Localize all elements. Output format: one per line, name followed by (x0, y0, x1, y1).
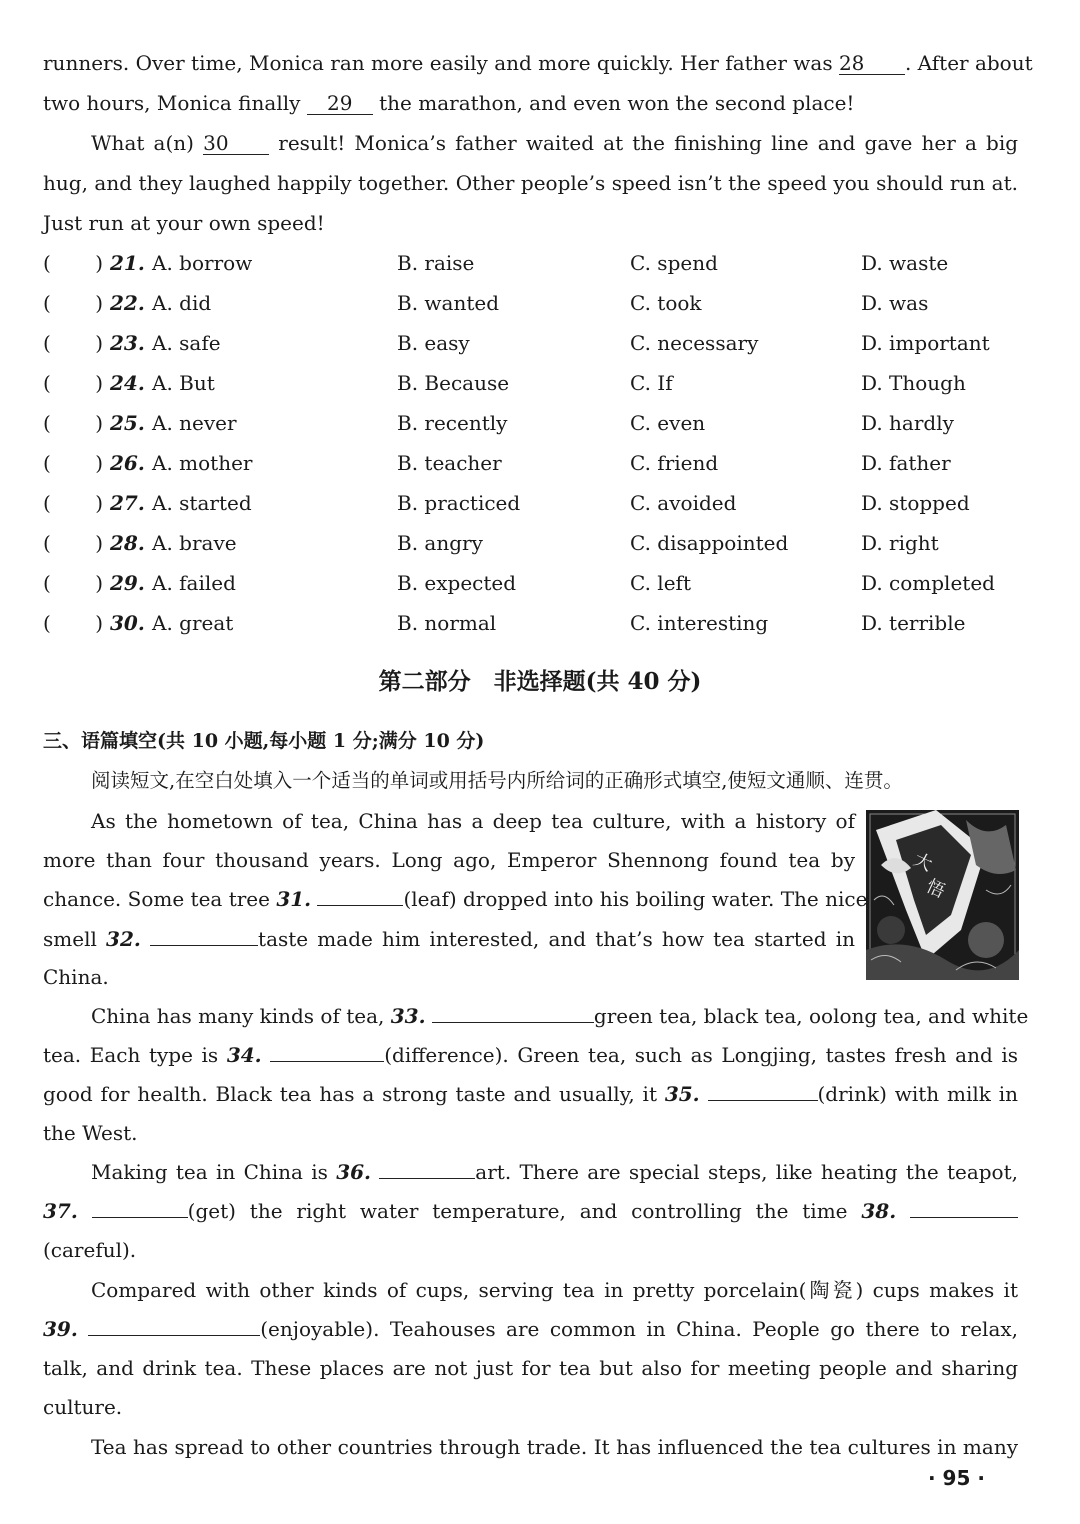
answer-blank-33[interactable] (432, 1022, 594, 1023)
passage2-line-9 (43, 1119, 1018, 1147)
passage-text: . After about (904, 51, 1033, 75)
answer-bracket[interactable]: ( ) (43, 291, 104, 315)
question-number: 21. (110, 251, 145, 275)
passage2-line-8 (43, 1080, 1018, 1108)
passage-text: China has many kinds of tea, (91, 1004, 385, 1028)
passage-text: good for health. Black tea has a strong taste and usually, it (43, 1082, 657, 1106)
passage-text: the West. (43, 1121, 138, 1145)
option-d[interactable]: D. was (861, 291, 929, 315)
option-a[interactable]: A. failed (152, 571, 236, 595)
passage-text: (drink) with milk in (817, 1082, 1019, 1106)
passage-text: As the hometown of tea, China has a deep tea culture, with a history of (91, 809, 855, 833)
passage-text: green tea, black tea, oolong tea, and white (593, 1004, 1029, 1028)
passage-text: hug, and they laughed happily together. Other people’s speed isn’t the speed you should run at. (43, 171, 1018, 195)
question-number: 22. (110, 291, 145, 315)
option-b[interactable]: B. normal (397, 611, 497, 635)
option-d[interactable]: D. important (861, 331, 990, 355)
passage2-line-2 (43, 846, 855, 874)
tea-illustration-image (866, 810, 1019, 980)
passage2-line-15 (43, 1354, 1018, 1382)
option-c[interactable]: C. disappointed (630, 531, 789, 555)
passage-text: tea. Each type is (43, 1043, 219, 1067)
answer-blank-36[interactable] (379, 1178, 475, 1179)
answer-blank-39[interactable] (88, 1335, 260, 1336)
passage1-line-3 (91, 129, 1018, 157)
option-b[interactable]: B. practiced (397, 491, 521, 515)
option-d[interactable]: D. stopped (861, 491, 970, 515)
option-c[interactable]: C. took (630, 291, 702, 315)
answer-bracket[interactable]: ( ) (43, 571, 104, 595)
section3-title: 三、语篇填空(共 10 小题,每小题 1 分;满分 10 分) (43, 730, 485, 752)
option-d[interactable]: D. terrible (861, 611, 966, 635)
passage2-line-12 (43, 1236, 1018, 1264)
passage-text: result! Monica’s father waited at the finishing line and gave her a big (278, 131, 1019, 155)
passage2-line-1 (91, 807, 855, 835)
passage-text: (careful). (43, 1238, 137, 1262)
part2-heading: 第二部分 非选择题(共 40 分) (378, 668, 702, 695)
option-b[interactable]: B. raise (397, 251, 475, 275)
option-d[interactable]: D. waste (861, 251, 949, 275)
question-number: 24. (110, 371, 145, 395)
option-a[interactable]: A. did (152, 291, 212, 315)
question-number-32: 32. (106, 927, 141, 951)
passage-text: Making tea in China is (91, 1160, 328, 1184)
answer-bracket[interactable]: ( ) (43, 371, 104, 395)
option-d[interactable]: D. right (861, 531, 939, 555)
option-c[interactable]: C. If (630, 371, 673, 395)
option-d[interactable]: D. father (861, 451, 951, 475)
question-number-39: 39. (43, 1317, 78, 1341)
option-b[interactable]: B. expected (397, 571, 517, 595)
passage-text: (get) the right water temperature, and controlling the time (187, 1199, 848, 1223)
option-a[interactable]: A. safe (152, 331, 221, 355)
question-number: 23. (110, 331, 145, 355)
passage2-line-4 (43, 925, 855, 953)
passage-text: chance. Some tea tree (43, 887, 270, 911)
section3-instruction: 阅读短文,在空白处填入一个适当的单词或用括号内所给词的正确形式填空,使短文通顺、连贯。 (91, 769, 903, 792)
passage-text: art. There are special steps, like heating the teapot, (475, 1160, 1018, 1184)
passage-text: What a(n) (91, 131, 194, 155)
passage1-line-1 (43, 49, 1033, 77)
answer-bracket[interactable]: ( ) (43, 411, 104, 435)
option-a[interactable]: A. borrow (152, 251, 253, 275)
passage-text: Compared with other kinds of cups, serving tea in pretty porcelain(陶瓷) cups makes it (91, 1278, 1018, 1302)
option-c[interactable]: C. necessary (630, 331, 759, 355)
option-b[interactable]: B. teacher (397, 451, 502, 475)
question-number-31: 31. (276, 887, 312, 911)
passage2-line-16 (43, 1393, 1018, 1421)
passage-text: (difference). Green tea, such as Longjing, tastes fresh and is (384, 1043, 1019, 1067)
passage1-line-2 (43, 89, 1018, 117)
option-a[interactable]: A. brave (152, 531, 237, 555)
passage1-line-4 (43, 169, 1018, 197)
answer-blank-29[interactable]: 29 (307, 92, 373, 115)
answer-bracket[interactable]: ( ) (43, 611, 104, 635)
option-a[interactable]: A. mother (152, 451, 253, 475)
passage-text: China. (43, 965, 109, 989)
answer-blank-31[interactable] (317, 905, 403, 906)
answer-bracket[interactable]: ( ) (43, 331, 104, 355)
question-number: 29. (110, 571, 145, 595)
answer-blank-28[interactable]: 28 (839, 52, 905, 75)
option-b[interactable]: B. wanted (397, 291, 500, 315)
svg-text:悟: 悟 (922, 875, 948, 903)
answer-blank-38[interactable] (910, 1217, 1018, 1218)
option-c[interactable]: C. spend (630, 251, 718, 275)
passage-text: (enjoyable). Teahouses are common in China. People go there to relax, (260, 1317, 1018, 1341)
option-b[interactable]: B. Because (397, 371, 510, 395)
option-b[interactable]: B. angry (397, 531, 483, 555)
passage2-line-14 (43, 1315, 1018, 1343)
page-number: · 95 · (928, 1466, 985, 1490)
passage-text: (leaf) dropped into his boiling water. The nice (403, 887, 868, 911)
question-number-38: 38. (861, 1199, 897, 1223)
question-number: 26. (110, 451, 145, 475)
answer-blank-37[interactable] (92, 1217, 188, 1218)
passage-text: Just run at your own speed! (43, 211, 325, 235)
passage2-line-3 (43, 885, 868, 913)
question-number-35: 35. (664, 1082, 700, 1106)
passage2-line-11 (43, 1197, 1018, 1225)
passage2-line-6 (91, 1002, 1029, 1030)
passage2-line-10 (91, 1158, 1018, 1186)
option-c[interactable]: C. interesting (630, 611, 769, 635)
passage2-line-7 (43, 1041, 1018, 1069)
answer-blank-32[interactable] (150, 945, 258, 946)
question-number-34: 34. (226, 1043, 262, 1067)
passage-text: more than four thousand years. Long ago, Emperor Shennong found tea by (43, 848, 855, 872)
passage1-line-5 (43, 209, 1018, 237)
passage-text: taste made him interested, and that’s how tea started in (258, 927, 856, 951)
option-d[interactable]: D. completed (861, 571, 995, 595)
option-a[interactable]: A. great (152, 611, 234, 635)
answer-blank-34[interactable] (270, 1061, 384, 1062)
passage-text: talk, and drink tea. These places are not just for tea but also for meeting people and sharing (43, 1356, 1018, 1380)
question-number-37: 37. (43, 1199, 78, 1223)
passage-text: culture. (43, 1395, 123, 1419)
svg-text:大: 大 (910, 849, 936, 876)
option-c[interactable]: C. avoided (630, 491, 737, 515)
passage-text: Tea has spread to other countries through trade. It has influenced the tea cultures in many (91, 1435, 1018, 1459)
question-number: 25. (110, 411, 145, 435)
question-number: 27. (110, 491, 145, 515)
tea-woodcut-icon (866, 810, 1019, 980)
question-number-36: 36. (336, 1160, 371, 1184)
question-number-33: 33. (390, 1004, 426, 1028)
option-a[interactable]: A. never (152, 411, 237, 435)
passage-text: runners. Over time, Monica ran more easily and more quickly. Her father was (43, 51, 833, 75)
option-c[interactable]: C. friend (630, 451, 719, 475)
option-c[interactable]: C. left (630, 571, 691, 595)
question-number: 30. (110, 611, 145, 635)
passage2-line-5 (43, 963, 1018, 991)
answer-bracket[interactable]: ( ) (43, 251, 104, 275)
question-number: 28. (110, 531, 145, 555)
answer-blank-35[interactable] (708, 1100, 818, 1101)
option-a[interactable]: A. started (152, 491, 252, 515)
answer-bracket[interactable]: ( ) (43, 451, 104, 475)
answer-blank-30[interactable]: 30 (203, 132, 269, 155)
passage2-line-17 (91, 1433, 1018, 1461)
option-d[interactable]: D. Though (861, 371, 966, 395)
answer-bracket[interactable]: ( ) (43, 531, 104, 555)
option-b[interactable]: B. recently (397, 411, 508, 435)
passage2-line-13 (91, 1276, 1018, 1304)
answer-bracket[interactable]: ( ) (43, 491, 104, 515)
option-b[interactable]: B. easy (397, 331, 470, 355)
passage-text: the marathon, and even won the second place! (379, 91, 855, 115)
passage-text: smell (43, 927, 97, 951)
option-a[interactable]: A. But (152, 371, 215, 395)
option-c[interactable]: C. even (630, 411, 706, 435)
option-d[interactable]: D. hardly (861, 411, 954, 435)
passage-text: two hours, Monica finally (43, 91, 301, 115)
